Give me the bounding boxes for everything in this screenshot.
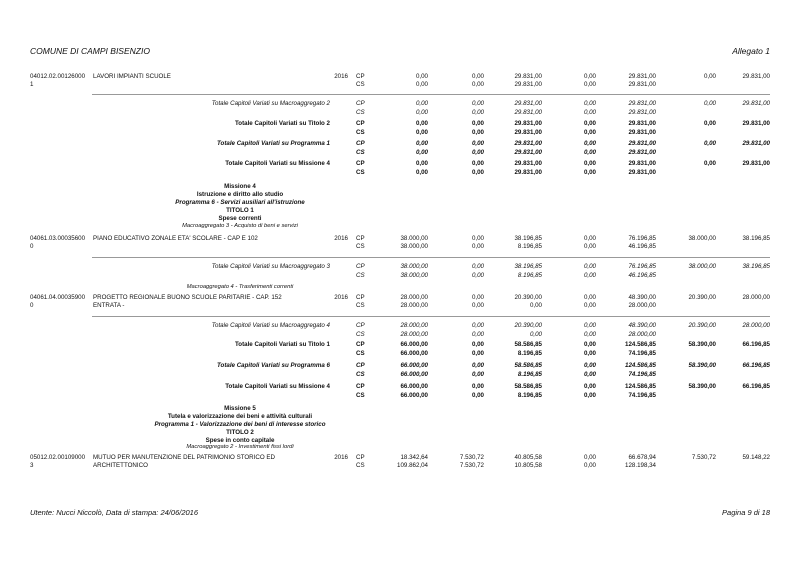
amount-cell: 0,00	[583, 235, 596, 242]
total-row-cp	[0, 139, 800, 148]
amount-cell: 58.390,00	[688, 341, 716, 348]
amount-cell: 46.196,85	[628, 272, 656, 279]
mission-heading: Missione 4	[224, 183, 256, 190]
total-row-cs	[0, 391, 800, 400]
total-row-cp	[0, 262, 800, 271]
chapter-row-cs	[0, 242, 800, 251]
chapter-description: PIANO EDUCATIVO ZONALE ETA' SCOLARE - CAP E 102	[93, 235, 258, 242]
amount-cell: 29.831,00	[742, 160, 770, 167]
cs-label: CS	[356, 302, 365, 309]
amount-cell: 66.000,00	[400, 341, 428, 348]
amount-cell: 124.586,85	[625, 383, 656, 390]
amount-cell: 74.196,85	[628, 371, 656, 378]
amount-cell: 66.196,85	[742, 383, 770, 390]
amount-cell: 38.000,00	[400, 263, 428, 270]
mission-heading: Missione 5	[224, 405, 256, 412]
amount-cell: 20.390,00	[514, 322, 542, 329]
cp-label: CP	[356, 454, 365, 461]
amount-cell: 29.831,00	[514, 81, 542, 88]
amount-cell: 29.831,00	[514, 129, 542, 136]
chapter-description: MUTUO PER MANUTENZIONE DEL PATRIMONIO STORICO ED	[93, 454, 275, 461]
amount-cell: 0,00	[583, 331, 596, 338]
amount-cell: 0,00	[703, 100, 716, 107]
macroaggregate-heading: Macroaggregato 4 - Trasferimenti correnti	[186, 284, 294, 290]
chapter-code: 05012.02.00109000	[30, 454, 86, 461]
amount-cell: 38.000,00	[688, 263, 716, 270]
total-label: Totale Capitoli Variati su Macroaggregato 3	[211, 263, 330, 270]
amount-cell: 0,00	[703, 160, 716, 167]
year-cell: 2016	[334, 73, 348, 80]
amount-cell: 0,00	[583, 392, 596, 399]
amount-cell: 29.831,00	[628, 73, 656, 80]
amount-cell: 76.196,85	[628, 235, 656, 242]
cs-label: CS	[356, 129, 365, 136]
amount-cell: 0,00	[415, 81, 428, 88]
chapter-row-cs	[0, 301, 800, 310]
cp-label: CP	[356, 383, 365, 390]
total-row-cs	[0, 108, 800, 117]
amount-cell: 29.831,00	[514, 120, 542, 127]
amount-cell: 0,00	[583, 350, 596, 357]
attachment-label: Allegato 1	[732, 46, 770, 56]
amount-cell: 0,00	[471, 129, 484, 136]
amount-cell: 0,00	[583, 109, 596, 116]
amount-cell: 0,00	[583, 454, 596, 461]
amount-cell: 7.530,72	[691, 454, 716, 461]
amount-cell: 28.000,00	[400, 331, 428, 338]
amount-cell: 0,00	[471, 235, 484, 242]
total-row-cp	[0, 99, 800, 108]
amount-cell: 8.196,85	[517, 272, 542, 279]
amount-cell: 0,00	[471, 371, 484, 378]
amount-cell: 38.000,00	[688, 235, 716, 242]
amount-cell: 10.805,58	[514, 462, 542, 469]
amount-cell: 58.586,85	[514, 383, 542, 390]
chapter-row-cs	[0, 80, 800, 89]
amount-cell: 40.805,58	[514, 454, 542, 461]
amount-cell: 29.831,00	[514, 140, 542, 147]
amount-cell: 0,00	[471, 392, 484, 399]
amount-cell: 0,00	[703, 73, 716, 80]
amount-cell: 38.000,00	[400, 235, 428, 242]
amount-cell: 38.196,85	[742, 235, 770, 242]
amount-cell: 0,00	[583, 169, 596, 176]
amount-cell: 0,00	[529, 331, 542, 338]
amount-cell: 0,00	[529, 302, 542, 309]
amount-cell: 128.198,34	[625, 462, 656, 469]
amount-cell: 0,00	[415, 160, 428, 167]
amount-cell: 29.831,00	[628, 149, 656, 156]
amount-cell: 66.196,85	[742, 341, 770, 348]
amount-cell: 0,00	[471, 350, 484, 357]
page-number: Pagina 9 di 18	[722, 508, 770, 517]
amount-cell: 29.831,00	[628, 120, 656, 127]
amount-cell: 18.342,64	[400, 454, 428, 461]
amount-cell: 0,00	[415, 73, 428, 80]
amount-cell: 8.196,85	[517, 243, 542, 250]
amount-cell: 48.390,00	[628, 322, 656, 329]
amount-cell: 28.000,00	[400, 302, 428, 309]
year-cell: 2016	[334, 294, 348, 301]
amount-cell: 74.196,85	[628, 392, 656, 399]
title-description: Spese in conto capitale	[205, 437, 275, 444]
total-label: Totale Capitoli Variati su Programma 1	[216, 140, 330, 147]
total-label: Totale Capitoli Variati su Programma 6	[216, 362, 330, 369]
amount-cell: 0,00	[583, 462, 596, 469]
amount-cell: 0,00	[583, 81, 596, 88]
chapter-code-suffix: 0	[30, 302, 34, 309]
total-label: Totale Capitoli Variati su Macroaggregato 4	[211, 322, 330, 329]
chapter-code-suffix: 3	[30, 462, 34, 469]
chapter-code: 04061.04.00035900	[30, 294, 86, 301]
amount-cell: 0,00	[471, 120, 484, 127]
amount-cell: 0,00	[583, 272, 596, 279]
cp-label: CP	[356, 362, 365, 369]
cp-label: CP	[356, 235, 365, 242]
amount-cell: 20.390,00	[688, 322, 716, 329]
amount-cell: 0,00	[583, 322, 596, 329]
mission-description: Tutela e valorizzazione dei beni e attività culturali	[167, 413, 313, 420]
amount-cell: 58.586,85	[514, 341, 542, 348]
municipality-title: COMUNE DI CAMPI BISENZIO	[30, 46, 150, 56]
amount-cell: 0,00	[471, 272, 484, 279]
amount-cell: 0,00	[415, 100, 428, 107]
amount-cell: 29.831,00	[628, 140, 656, 147]
amount-cell: 29.831,00	[742, 100, 770, 107]
total-row-cp	[0, 119, 800, 128]
total-row-cp	[0, 340, 800, 349]
amount-cell: 20.390,00	[514, 294, 542, 301]
amount-cell: 0,00	[583, 243, 596, 250]
amount-cell: 0,00	[471, 331, 484, 338]
amount-cell: 0,00	[471, 160, 484, 167]
amount-cell: 8.196,85	[517, 350, 542, 357]
amount-cell: 29.831,00	[628, 169, 656, 176]
amount-cell: 29.831,00	[628, 100, 656, 107]
amount-cell: 29.831,00	[514, 149, 542, 156]
amount-cell: 29.831,00	[742, 140, 770, 147]
amount-cell: 74.196,85	[628, 350, 656, 357]
amount-cell: 28.000,00	[400, 322, 428, 329]
cs-label: CS	[356, 392, 365, 399]
amount-cell: 0,00	[471, 109, 484, 116]
amount-cell: 28.000,00	[400, 294, 428, 301]
amount-cell: 0,00	[471, 140, 484, 147]
cp-label: CP	[356, 263, 365, 270]
amount-cell: 29.831,00	[742, 120, 770, 127]
cp-label: CP	[356, 73, 365, 80]
cs-label: CS	[356, 350, 365, 357]
total-row-cp	[0, 382, 800, 391]
total-row-cs	[0, 271, 800, 280]
amount-cell: 0,00	[415, 149, 428, 156]
cs-label: CS	[356, 149, 365, 156]
total-row-cp	[0, 159, 800, 168]
macroaggregate-heading: Macroaggregato 3 - Acquisto di beni e servizi	[182, 223, 298, 229]
chapter-description: LAVORI IMPIANTI SCUOLE	[93, 73, 171, 80]
amount-cell: 20.390,00	[688, 294, 716, 301]
amount-cell: 29.831,00	[628, 129, 656, 136]
amount-cell: 38.000,00	[400, 243, 428, 250]
amount-cell: 0,00	[471, 149, 484, 156]
amount-cell: 66.196,85	[742, 362, 770, 369]
title-heading: TITOLO 2	[226, 429, 254, 436]
cs-label: CS	[356, 109, 365, 116]
amount-cell: 124.586,85	[625, 362, 656, 369]
year-cell: 2016	[334, 454, 348, 461]
amount-cell: 29.831,00	[628, 160, 656, 167]
amount-cell: 7.530,72	[459, 454, 484, 461]
amount-cell: 0,00	[471, 294, 484, 301]
amount-cell: 0,00	[583, 149, 596, 156]
amount-cell: 28.000,00	[628, 331, 656, 338]
total-label: Totale Capitoli Variati su Missione 4	[225, 383, 330, 390]
total-label: Totale Capitoli Variati su Titolo 1	[234, 341, 330, 348]
amount-cell: 124.586,85	[625, 341, 656, 348]
title-heading: TITOLO 1	[226, 207, 254, 214]
program-heading: Programma 6 - Servizi ausiliari all'istruzione	[175, 199, 305, 206]
amount-cell: 29.831,00	[514, 100, 542, 107]
cp-label: CP	[356, 120, 365, 127]
amount-cell: 0,00	[471, 362, 484, 369]
amount-cell: 0,00	[583, 362, 596, 369]
amount-cell: 66.678,94	[628, 454, 656, 461]
total-label: Totale Capitoli Variati su Titolo 2	[234, 120, 330, 127]
amount-cell: 59.148,22	[742, 454, 770, 461]
amount-cell: 0,00	[583, 294, 596, 301]
amount-cell: 58.586,85	[514, 362, 542, 369]
amount-cell: 58.390,00	[688, 362, 716, 369]
cs-label: CS	[356, 243, 365, 250]
amount-cell: 66.000,00	[400, 383, 428, 390]
amount-cell: 66.000,00	[400, 350, 428, 357]
amount-cell: 0,00	[415, 129, 428, 136]
amount-cell: 0,00	[471, 243, 484, 250]
total-row-cs	[0, 349, 800, 358]
print-info: Utente: Nucci Niccolò, Data di stampa: 24/06/2016	[30, 508, 199, 517]
amount-cell: 29.831,00	[628, 109, 656, 116]
cs-label: CS	[356, 169, 365, 176]
total-label: Totale Capitoli Variati su Macroaggregato 2	[211, 100, 330, 107]
row-separator	[92, 94, 770, 95]
amount-cell: 0,00	[583, 120, 596, 127]
amount-cell: 66.000,00	[400, 392, 428, 399]
amount-cell: 0,00	[415, 169, 428, 176]
amount-cell: 66.000,00	[400, 371, 428, 378]
amount-cell: 0,00	[415, 120, 428, 127]
amount-cell: 0,00	[583, 263, 596, 270]
amount-cell: 0,00	[583, 140, 596, 147]
amount-cell: 38.196,85	[742, 263, 770, 270]
amount-cell: 0,00	[583, 160, 596, 167]
amount-cell: 38.196,85	[514, 235, 542, 242]
total-row-cp	[0, 361, 800, 370]
cp-label: CP	[356, 294, 365, 301]
chapter-description-cont: ENTRATA -	[93, 302, 125, 309]
cs-label: CS	[356, 331, 365, 338]
amount-cell: 29.831,00	[514, 160, 542, 167]
amount-cell: 0,00	[583, 302, 596, 309]
macroaggregate-heading: Macroaggregato 2 - Investimenti fissi lordi	[186, 444, 294, 450]
total-row-cs	[0, 128, 800, 137]
amount-cell: 0,00	[583, 371, 596, 378]
chapter-description: PROGETTO REGIONALE BUONO SCUOLE PARITARIE - CAP. 152	[93, 294, 282, 301]
chapter-code-suffix: 0	[30, 243, 34, 250]
cp-label: CP	[356, 160, 365, 167]
cs-label: CS	[356, 371, 365, 378]
amount-cell: 0,00	[583, 73, 596, 80]
amount-cell: 28.000,00	[742, 294, 770, 301]
amount-cell: 8.196,85	[517, 392, 542, 399]
amount-cell: 0,00	[415, 140, 428, 147]
amount-cell: 46.196,85	[628, 243, 656, 250]
chapter-row-cs	[0, 461, 800, 470]
chapter-code-suffix: 1	[30, 81, 34, 88]
total-row-cs	[0, 370, 800, 379]
amount-cell: 29.831,00	[514, 169, 542, 176]
amount-cell: 28.000,00	[742, 322, 770, 329]
amount-cell: 48.390,00	[628, 294, 656, 301]
title-description: Spese correnti	[218, 215, 262, 222]
total-row-cs	[0, 168, 800, 177]
chapter-code: 04061.03.00035600	[30, 235, 86, 242]
amount-cell: 109.862,04	[397, 462, 428, 469]
cs-label: CS	[356, 272, 365, 279]
cp-label: CP	[356, 341, 365, 348]
amount-cell: 0,00	[471, 100, 484, 107]
program-heading: Programma 1 - Valorizzazione dei beni di interesse storico	[154, 421, 326, 428]
amount-cell: 0,00	[703, 140, 716, 147]
cs-label: CS	[356, 462, 365, 469]
amount-cell: 76.196,85	[628, 263, 656, 270]
cp-label: CP	[356, 322, 365, 329]
cs-label: CS	[356, 81, 365, 88]
amount-cell: 66.000,00	[400, 362, 428, 369]
amount-cell: 28.000,00	[628, 302, 656, 309]
amount-cell: 0,00	[583, 129, 596, 136]
amount-cell: 0,00	[471, 81, 484, 88]
amount-cell: 29.831,00	[514, 73, 542, 80]
total-row-cp	[0, 321, 800, 330]
amount-cell: 0,00	[583, 341, 596, 348]
amount-cell: 0,00	[703, 120, 716, 127]
amount-cell: 7.530,72	[459, 462, 484, 469]
amount-cell: 0,00	[583, 383, 596, 390]
amount-cell: 0,00	[471, 302, 484, 309]
year-cell: 2016	[334, 235, 348, 242]
amount-cell: 0,00	[471, 169, 484, 176]
total-row-cs	[0, 330, 800, 339]
amount-cell: 8.196,85	[517, 371, 542, 378]
amount-cell: 29.831,00	[514, 109, 542, 116]
cp-label: CP	[356, 140, 365, 147]
amount-cell: 0,00	[471, 73, 484, 80]
amount-cell: 29.831,00	[742, 73, 770, 80]
total-row-cs	[0, 148, 800, 157]
amount-cell: 29.831,00	[628, 81, 656, 88]
amount-cell: 38.196,85	[514, 263, 542, 270]
amount-cell: 38.000,00	[400, 272, 428, 279]
amount-cell: 0,00	[471, 263, 484, 270]
chapter-description-cont: ARCHITETTONICO	[93, 462, 148, 469]
cp-label: CP	[356, 100, 365, 107]
amount-cell: 0,00	[471, 322, 484, 329]
chapter-code: 04012.02.00126000	[30, 73, 86, 80]
total-label: Totale Capitoli Variati su Missione 4	[225, 160, 330, 167]
amount-cell: 0,00	[415, 109, 428, 116]
row-separator	[92, 257, 770, 258]
amount-cell: 0,00	[583, 100, 596, 107]
amount-cell: 0,00	[471, 341, 484, 348]
amount-cell: 58.390,00	[688, 383, 716, 390]
amount-cell: 0,00	[471, 383, 484, 390]
row-separator	[92, 316, 770, 317]
mission-description: Istruzione e diritto allo studio	[196, 191, 284, 198]
